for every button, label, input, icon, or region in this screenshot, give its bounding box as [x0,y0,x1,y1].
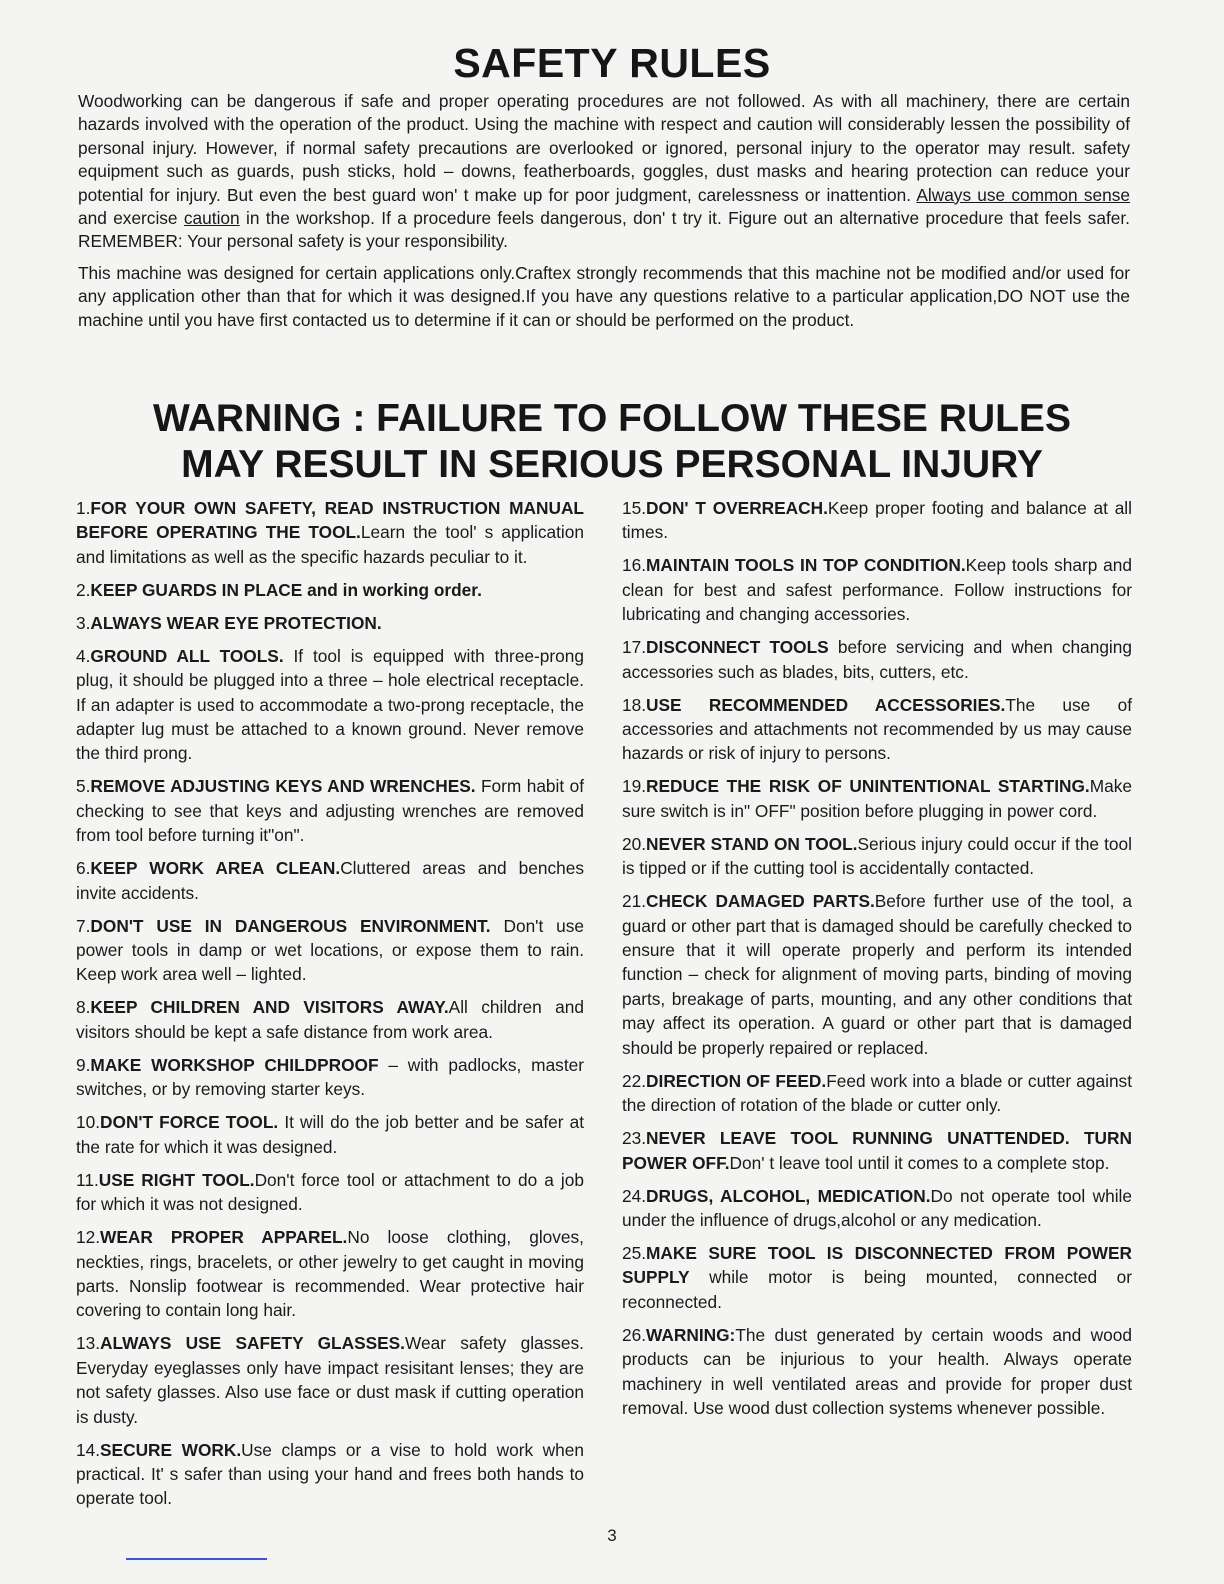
rule-text: Don' t leave tool until it comes to a complete stop. [729,1152,1110,1173]
rule-number: 3. [76,612,91,633]
rule-number: 20. [622,833,647,854]
rule-text: Serious injury could occur if the tool is tipped or if the cutting tool is accidentally contacted. [622,833,1132,879]
rule-item [76,644,584,766]
rule-text: Don't force tool or attachment to do a job for which it was not designed. [76,1169,584,1215]
rule-item [76,914,584,987]
rule-heading: ALWAYS WEAR EYE PROTECTION. [90,612,382,633]
rule-item [622,496,1132,545]
rule-item [76,774,584,847]
rule-heading: MAKE SURE TOOL IS DISCONNECTED FROM POWER SUPPLY [622,1242,1132,1288]
intro-text-b: and exercise [78,208,184,229]
common-sense-underlined: Always use common sense [916,184,1130,205]
rule-item [622,635,1132,684]
rule-heading: GROUND ALL TOOLS. [90,645,284,666]
link-underline [126,1558,267,1560]
rule-text: Before further use of the tool, a guard or other part that is damaged should be carefully checked to ensure that it will operate properly and perform its intended function – check for alignment of moving parts, binding of moving parts, breakage of parts, mounting, and any other conditions that may affect its operation. A guard or other part that is damaged should be properly repaired or replaced. [622,891,1132,1058]
rule-number: 12. [76,1227,101,1248]
rule-number: 6. [76,858,91,879]
rule-heading: WEAR PROPER APPAREL. [100,1227,348,1248]
rule-number: 26. [622,1324,647,1345]
rule-heading: USE RIGHT TOOL. [98,1169,255,1190]
rule-number: 14. [76,1439,101,1460]
rule-number: 16. [622,555,647,576]
page-title: SAFETY RULES [453,40,771,86]
rule-item [76,1168,584,1217]
rule-text: Don't use power tools in damp or wet locations, or expose them to rain. Keep work area well – lighted. [76,915,584,985]
rule-item [76,1331,584,1429]
rule-number: 15. [622,498,647,518]
rule-number: 22. [622,1070,647,1091]
rule-item [622,832,1132,881]
rule-item [76,578,584,602]
rule-text: The dust generated by certain woods and wood products can be injurious to your health. Always operate machinery in well ventilated areas and provide for proper dust removal. Use wood dust collection systems whenever possible. [622,1324,1132,1418]
rule-heading: NEVER STAND ON TOOL. [646,833,858,854]
rule-number: 21. [622,891,647,912]
page-number: 3 [607,1526,617,1545]
rule-heading: WARNING: [646,1324,736,1345]
rule-text: Feed work into a blade or cutter against the direction of rotation of the blade or cutter only. [622,1070,1132,1116]
rule-text: Keep tools sharp and clean for best and safest performance. Follow instructions for lubricating and changing accessories. [622,555,1133,625]
rules-left-column [76,496,584,1519]
rule-item [622,693,1132,766]
rule-heading: DIRECTION OF FEED. [646,1070,827,1091]
rule-number: 18. [622,694,647,715]
rule-text: while motor is being mounted, connected or reconnected. [622,1267,1132,1312]
rule-number: 9. [76,1054,91,1075]
rule-heading: DON' T OVERREACH. [646,498,828,518]
warning-line-1: WARNING : FAILURE TO FOLLOW THESE RULES [153,397,1071,440]
rule-item [76,1053,584,1102]
rule-item [76,496,584,569]
rule-item [76,1438,584,1511]
rule-text: No loose clothing, gloves, neckties, rings, bracelets, or other jewelry to get caught in moving parts. Nonslip footwear is recommended. Wear protective hair covering to contain long hair. [76,1227,584,1321]
rule-number: 2. [76,579,91,600]
rule-heading: KEEP GUARDS IN PLACE and in working order. [90,579,482,600]
warning-heading [0,396,1224,488]
rule-heading: ALWAYS USE SAFETY GLASSES. [100,1333,405,1354]
rule-number: 17. [622,637,647,658]
rule-item [76,856,584,905]
rule-text: Cluttered areas and benches invite accidents. [76,858,584,903]
rule-heading: KEEP WORK AREA CLEAN. [90,858,341,879]
rule-heading: NEVER LEAVE TOOL RUNNING UNATTENDED. TURN POWER OFF. [622,1128,1132,1173]
rule-text: before servicing and when changing accessories such as blades, bits, cutters, etc. [622,637,1132,682]
rule-heading: CHECK DAMAGED PARTS. [646,891,875,912]
rule-heading: MAKE WORKSHOP CHILDPROOF [90,1054,379,1075]
rule-text: Do not operate tool while under the influence of drugs,alcohol or any medication. [622,1185,1132,1230]
rule-text: Form habit of checking to see that keys and adjusting wrenches are removed from tool before turning it"on". [76,776,584,846]
rule-item [622,889,1132,1060]
rule-number: 7. [76,915,91,936]
rule-heading: DISCONNECT TOOLS [646,637,829,658]
rule-text: – with padlocks, master switches, or by removing starter keys. [76,1054,584,1100]
rule-number: 25. [622,1242,647,1263]
rule-number: 13. [76,1333,101,1354]
rule-heading: MAINTAIN TOOLS IN TOP CONDITION. [646,555,966,576]
rule-number: 1. [76,498,91,518]
rule-heading: REMOVE ADJUSTING KEYS AND WRENCHES. [90,776,476,797]
intro-text-c: in the workshop. If a procedure feels dangerous, don' t try it. Figure out an alternative procedure that feels safer. REMEMBER: Your personal safety is your responsibility. [78,208,1130,252]
rule-text: Learn the tool' s application and limitations as well as the specific hazards peculiar to it. [76,522,584,567]
rule-heading: DRUGS, ALCOHOL, MEDICATION. [646,1185,931,1206]
rule-heading: DON'T USE IN DANGEROUS ENVIRONMENT. [90,915,491,936]
rule-text: It will do the job better and be safer at the rate for which it was designed. [76,1112,585,1157]
rule-text: If tool is equipped with three-prong plug, it should be plugged into a three – hole electrical receptacle. If an adapter is used to accommodate a two-prong receptacle, the adapter lug must be attached to a known ground. Never remove the third prong. [76,645,584,764]
rule-text: The use of accessories and attachments not recommended by us may cause hazards or risk of injury to persons. [622,694,1132,764]
rule-number: 24. [622,1185,647,1206]
rule-number: 11. [76,1169,99,1190]
warning-line-2: MAY RESULT IN SERIOUS PERSONAL INJURY [181,443,1043,486]
rule-number: 4. [76,645,91,666]
rule-item [622,553,1132,626]
rule-number: 19. [622,776,647,797]
rule-item [622,774,1132,823]
caution-underlined: caution [183,208,240,229]
rule-heading: REDUCE THE RISK OF UNINTENTIONAL STARTING. [646,776,1090,797]
rule-number: 10. [76,1112,101,1133]
rule-item [76,995,584,1044]
intro-paragraph-1 [78,90,1130,254]
intro-text-a: Woodworking can be dangerous if safe and proper operating procedures are not followed. As with all machinery, there are certain hazards involved with the operation of the product. Using the machine with respect and caution will considerably lessen the possibility of personal injury. However, if normal safety precautions are overlooked or ignored, personal injury to the operator may result. safety equipment such as guards, push sticks, hold – downs, featherboards, goggles, dust masks and hearing protection can reduce your potential for injury. But even the best guard won' t make up for poor judgment, carelessness or inattention. [78,91,1130,205]
rule-item [622,1323,1132,1421]
intro-paragraph-2: This machine was designed for certain applications only.Craftex strongly recommends that this machine not be modified and/or used for any application other than that for which it was designed.If you have any questions relative to a particular application,DO NOT use the machine until you have first contacted us to determine if it can or should be performed on the product. [78,262,1130,330]
rule-number: 8. [76,997,91,1018]
rule-heading: SECURE WORK. [100,1439,242,1460]
rule-heading: KEEP CHILDREN AND VISITORS AWAY. [90,997,449,1018]
rule-number: 23. [622,1128,647,1149]
rule-item [622,1241,1132,1314]
rule-number: 5. [76,776,91,797]
rule-item [622,1184,1132,1233]
rule-text: Use clamps or a vise to hold work when practical. It' s safer than using your hand and frees both hands to operate tool. [76,1439,584,1509]
rules-right-column [622,496,1132,1429]
rule-item [76,611,584,635]
rule-heading: USE RECOMMENDED ACCESSORIES. [646,694,1006,715]
rule-text: Keep proper footing and balance at all times. [622,498,1132,543]
rule-item [622,1126,1132,1175]
rule-item [76,1225,584,1323]
rule-item [76,1110,584,1159]
rule-text: Make sure switch is in" OFF" position before plugging in power cord. [622,776,1132,821]
rule-heading: DON'T FORCE TOOL. [100,1112,279,1133]
intro-section [78,90,1130,340]
rule-text: All children and visitors should be kept a safe distance from work area. [76,997,584,1042]
rule-heading: FOR YOUR OWN SAFETY, READ INSTRUCTION MANUAL BEFORE OPERATING THE TOOL. [76,498,584,543]
rule-text: Wear safety glasses. Everyday eyeglasses only have impact resisitant lenses; they are not safety glasses. Also use face or dust mask if cutting operation is dusty. [76,1333,584,1427]
rule-item [622,1069,1132,1118]
